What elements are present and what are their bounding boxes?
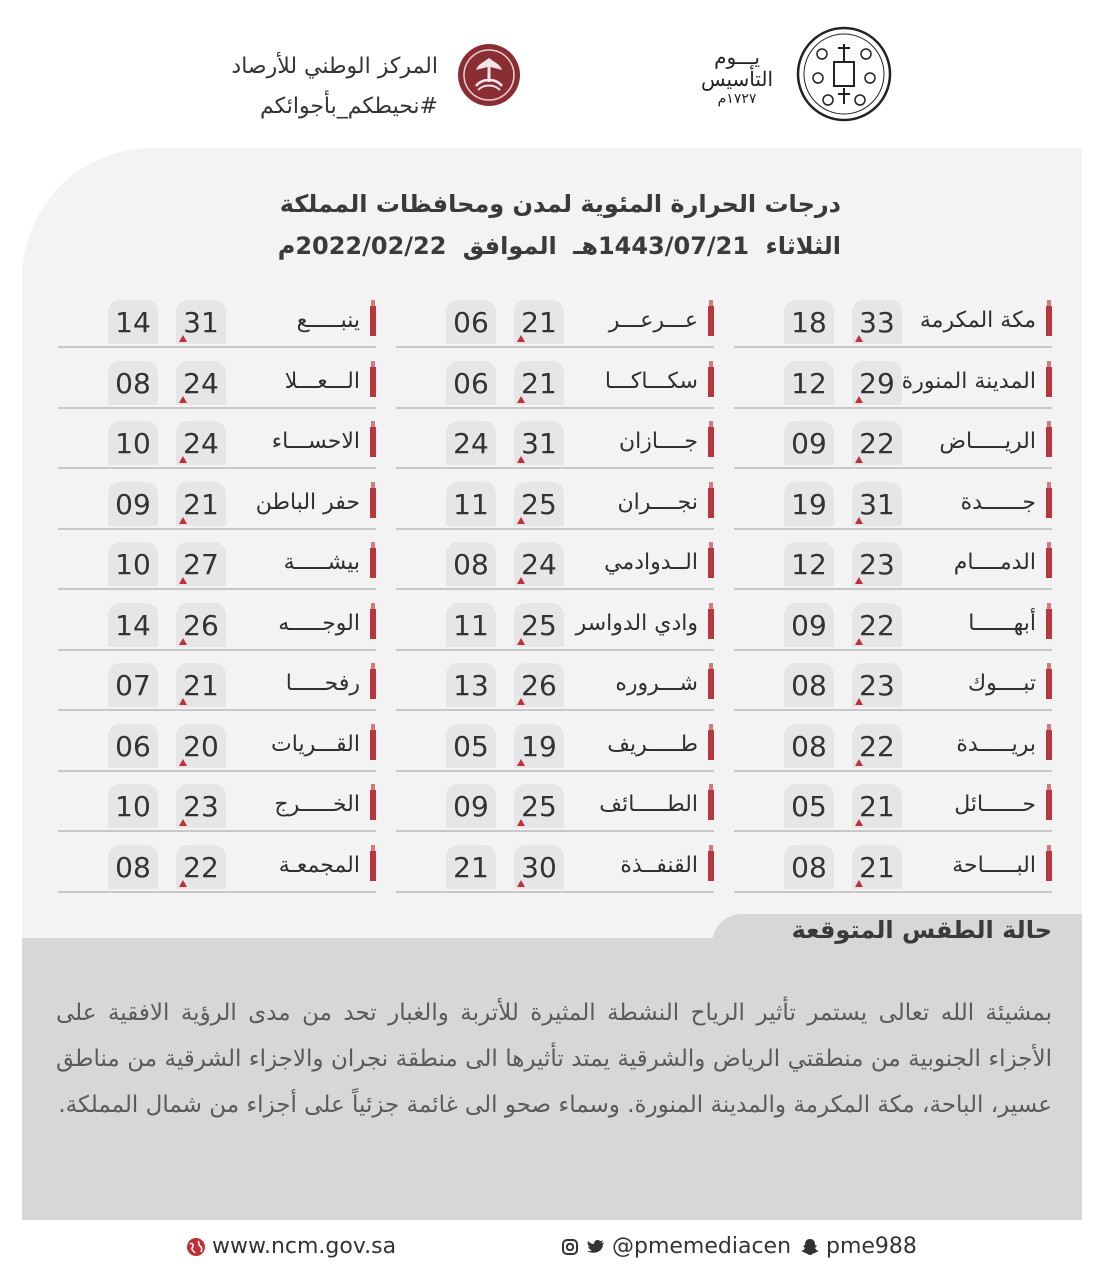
max-temp-value: 26 bbox=[521, 669, 557, 702]
max-temp-box bbox=[852, 845, 902, 889]
max-temp-value: 29 bbox=[859, 366, 895, 400]
max-temp-box bbox=[514, 361, 564, 405]
min-temp-box bbox=[446, 421, 496, 465]
max-temp-value: 30 bbox=[521, 850, 557, 884]
row-marker bbox=[708, 730, 714, 760]
max-temp-box bbox=[176, 603, 226, 647]
max-temp-value: 24 bbox=[521, 548, 557, 581]
city-name: وادي الدواسر bbox=[575, 610, 698, 636]
min-temp-value: 24 bbox=[453, 427, 489, 460]
max-temp-value: 33 bbox=[859, 306, 895, 339]
city-name: الـــعـــلا bbox=[284, 368, 360, 394]
min-temp-box bbox=[784, 663, 834, 707]
temperature-table bbox=[52, 298, 1052, 898]
city-row bbox=[396, 661, 714, 711]
max-temp-box bbox=[176, 542, 226, 586]
founding-day-emblem bbox=[690, 20, 900, 130]
row-marker bbox=[370, 367, 376, 397]
max-temp-value: 21 bbox=[859, 790, 895, 823]
up-arrow-icon bbox=[517, 819, 525, 826]
max-temp-value: 31 bbox=[859, 487, 895, 521]
city-name: تبــــوك bbox=[967, 671, 1036, 696]
max-temp-box bbox=[852, 603, 902, 647]
city-row bbox=[396, 419, 714, 469]
max-temp-value: 27 bbox=[183, 548, 219, 581]
min-temp-box bbox=[446, 663, 496, 707]
max-temp-box bbox=[176, 361, 226, 405]
max-temp-box bbox=[514, 542, 564, 586]
up-arrow-icon bbox=[855, 880, 863, 887]
max-temp-box bbox=[514, 784, 564, 828]
max-temp-box bbox=[176, 724, 226, 768]
social-handle-text[interactable]: @pmemediacen bbox=[612, 1234, 792, 1259]
row-marker bbox=[370, 427, 376, 457]
row-marker bbox=[708, 790, 714, 820]
city-name: أبهــــــا bbox=[968, 610, 1036, 636]
max-temp-value: 21 bbox=[183, 669, 219, 702]
row-marker bbox=[370, 790, 376, 820]
row-marker bbox=[708, 548, 714, 578]
max-temp-value: 23 bbox=[859, 548, 895, 581]
max-temp-box bbox=[176, 300, 226, 344]
min-temp-box bbox=[784, 300, 834, 344]
day-name: الثلاثاء bbox=[765, 232, 841, 260]
up-arrow-icon bbox=[179, 396, 187, 403]
min-temp-value: 08 bbox=[115, 366, 151, 400]
min-temp-box bbox=[446, 482, 496, 526]
up-arrow-icon bbox=[855, 335, 863, 342]
city-row bbox=[734, 843, 1052, 893]
row-marker bbox=[708, 488, 714, 518]
row-marker bbox=[370, 730, 376, 760]
page-title: درجات الحرارة المئوية لمدن ومحافظات المملكة bbox=[279, 190, 841, 218]
city-row bbox=[58, 540, 376, 590]
city-row bbox=[734, 540, 1052, 590]
min-temp-value: 07 bbox=[115, 669, 151, 702]
row-marker bbox=[708, 367, 714, 397]
up-arrow-icon bbox=[855, 698, 863, 705]
max-temp-value: 24 bbox=[183, 366, 219, 400]
founding-line-1: يـــوم bbox=[714, 45, 760, 69]
city-row bbox=[58, 601, 376, 651]
min-temp-value: 05 bbox=[453, 729, 489, 763]
row-marker bbox=[370, 851, 376, 881]
up-arrow-icon bbox=[179, 577, 187, 584]
max-temp-box bbox=[852, 542, 902, 586]
min-temp-value: 10 bbox=[115, 790, 151, 823]
up-arrow-icon bbox=[179, 819, 187, 826]
city-row bbox=[58, 419, 376, 469]
min-temp-value: 09 bbox=[453, 790, 489, 823]
up-arrow-icon bbox=[179, 759, 187, 766]
founding-day-text bbox=[690, 46, 784, 108]
min-temp-box bbox=[108, 482, 158, 526]
min-temp-box bbox=[446, 300, 496, 344]
max-temp-value: 25 bbox=[521, 487, 557, 521]
founding-seal-icon bbox=[794, 24, 894, 124]
website-url[interactable]: www.ncm.gov.sa bbox=[212, 1234, 397, 1259]
city-name: الطـــــائف bbox=[599, 792, 698, 817]
up-arrow-icon bbox=[517, 577, 525, 584]
up-arrow-icon bbox=[179, 335, 187, 342]
max-temp-box bbox=[852, 361, 902, 405]
row-marker bbox=[370, 306, 376, 336]
up-arrow-icon bbox=[517, 396, 525, 403]
snapchat-icon bbox=[800, 1237, 820, 1257]
max-temp-value: 22 bbox=[859, 427, 895, 460]
min-temp-value: 08 bbox=[791, 850, 827, 884]
social-handle[interactable] bbox=[560, 1234, 791, 1259]
org-hashtag: #نحيطكم_بأجوائكم bbox=[259, 94, 438, 119]
city-name: القنفــذة bbox=[620, 852, 698, 878]
min-temp-value: 06 bbox=[115, 729, 151, 763]
min-temp-box bbox=[784, 542, 834, 586]
up-arrow-icon bbox=[517, 638, 525, 645]
up-arrow-icon bbox=[179, 880, 187, 887]
city-row bbox=[734, 661, 1052, 711]
org-name: المركز الوطني للأرصاد bbox=[231, 54, 438, 79]
city-name: ينبـــــع bbox=[296, 308, 360, 333]
min-temp-box bbox=[446, 784, 496, 828]
city-name: المجمعـة bbox=[278, 852, 360, 878]
city-name: نجــــران bbox=[617, 489, 698, 515]
min-temp-value: 19 bbox=[791, 487, 827, 521]
city-row bbox=[734, 419, 1052, 469]
snapchat-handle-text[interactable]: pme988 bbox=[826, 1234, 917, 1259]
forecast-text: بمشيئة الله تعالى يستمر تأثير الرياح النشطة المثيرة للأتربة والغبار تحد من مدى الرؤية الافقية على الأجزاء الجنوبية من منطقتي الرياض والشرقية يمتد تأثيرها الى منطقة نجران والاجزاء الشرقية من مناطق عسير، الباحة، مكة المكرمة والمدينة المنورة. وسماء صحو الى غائمة جزئياً على أجزاء من شمال المملكة. bbox=[56, 1000, 1052, 1118]
min-temp-value: 12 bbox=[791, 548, 827, 581]
city-row bbox=[396, 359, 714, 409]
city-name: شـــروره bbox=[615, 671, 698, 696]
row-marker bbox=[1046, 306, 1052, 336]
up-arrow-icon bbox=[855, 517, 863, 524]
agreeing-label: الموافق bbox=[462, 232, 557, 260]
row-marker bbox=[370, 548, 376, 578]
city-name: طـــــريف bbox=[607, 731, 698, 757]
city-row bbox=[734, 298, 1052, 348]
city-name: البـــــاحة bbox=[952, 852, 1036, 878]
max-temp-value: 25 bbox=[521, 608, 557, 642]
min-temp-box bbox=[446, 542, 496, 586]
min-temp-value: 11 bbox=[453, 487, 489, 521]
min-temp-value: 05 bbox=[791, 790, 827, 823]
city-name: الدمــــام bbox=[953, 550, 1036, 575]
row-marker bbox=[1046, 609, 1052, 639]
city-name: الاحســـاء bbox=[271, 429, 360, 454]
max-temp-value: 26 bbox=[183, 608, 219, 642]
up-arrow-icon bbox=[855, 396, 863, 403]
up-arrow-icon bbox=[517, 698, 525, 705]
row-marker bbox=[1046, 851, 1052, 881]
city-row bbox=[58, 359, 376, 409]
max-temp-box bbox=[176, 663, 226, 707]
max-temp-box bbox=[852, 784, 902, 828]
min-temp-box bbox=[784, 361, 834, 405]
max-temp-value: 21 bbox=[521, 366, 557, 400]
city-row bbox=[396, 480, 714, 530]
city-row bbox=[734, 480, 1052, 530]
max-temp-value: 25 bbox=[521, 790, 557, 823]
min-temp-box bbox=[108, 542, 158, 586]
max-temp-box bbox=[852, 421, 902, 465]
min-temp-box bbox=[108, 845, 158, 889]
row-marker bbox=[1046, 488, 1052, 518]
up-arrow-icon bbox=[517, 517, 525, 524]
max-temp-box bbox=[176, 784, 226, 828]
max-temp-value: 24 bbox=[183, 427, 219, 460]
up-arrow-icon bbox=[179, 517, 187, 524]
min-temp-value: 10 bbox=[115, 427, 151, 460]
city-name: سكـــاكـــا bbox=[604, 368, 698, 394]
max-temp-value: 31 bbox=[521, 427, 557, 460]
min-temp-value: 11 bbox=[453, 608, 489, 642]
hijri-date: 1443/07/21هـ bbox=[573, 232, 750, 260]
max-temp-value: 20 bbox=[183, 729, 219, 763]
up-arrow-icon bbox=[179, 698, 187, 705]
min-temp-value: 06 bbox=[453, 306, 489, 339]
city-row bbox=[58, 298, 376, 348]
min-temp-value: 18 bbox=[791, 306, 827, 339]
min-temp-value: 14 bbox=[115, 306, 151, 339]
up-arrow-icon bbox=[179, 638, 187, 645]
forecast-panel bbox=[22, 916, 1082, 1220]
city-name: جــــــدة bbox=[960, 489, 1036, 515]
max-temp-box bbox=[514, 724, 564, 768]
min-temp-box bbox=[784, 724, 834, 768]
max-temp-value: 21 bbox=[521, 306, 557, 339]
min-temp-value: 06 bbox=[453, 366, 489, 400]
founding-line-3: ١٧٢٧م bbox=[717, 91, 757, 107]
min-temp-box bbox=[446, 845, 496, 889]
row-marker bbox=[1046, 790, 1052, 820]
city-row bbox=[58, 661, 376, 711]
row-marker bbox=[1046, 427, 1052, 457]
min-temp-box bbox=[108, 421, 158, 465]
up-arrow-icon bbox=[517, 335, 525, 342]
min-temp-box bbox=[784, 603, 834, 647]
city-row bbox=[734, 359, 1052, 409]
max-temp-box bbox=[514, 482, 564, 526]
city-row bbox=[396, 722, 714, 772]
instagram-icon bbox=[560, 1237, 580, 1257]
min-temp-value: 14 bbox=[115, 608, 151, 642]
min-temp-value: 09 bbox=[791, 608, 827, 642]
website-link[interactable] bbox=[186, 1234, 396, 1259]
date-line bbox=[270, 232, 841, 260]
up-arrow-icon bbox=[179, 456, 187, 463]
city-row bbox=[396, 298, 714, 348]
up-arrow-icon bbox=[855, 577, 863, 584]
max-temp-value: 21 bbox=[859, 850, 895, 884]
ncm-logo-icon bbox=[458, 44, 520, 106]
org-header bbox=[190, 40, 520, 130]
city-name: الخـــــرج bbox=[274, 792, 360, 817]
city-row bbox=[396, 782, 714, 832]
city-row bbox=[58, 843, 376, 893]
city-name: الريـــــاض bbox=[939, 429, 1036, 454]
city-name: مكة المكرمة bbox=[919, 308, 1036, 333]
city-row bbox=[734, 601, 1052, 651]
city-row bbox=[396, 540, 714, 590]
max-temp-value: 21 bbox=[183, 487, 219, 521]
row-marker bbox=[1046, 367, 1052, 397]
min-temp-value: 08 bbox=[115, 850, 151, 884]
city-row bbox=[58, 480, 376, 530]
city-name: الــدوادمي bbox=[604, 550, 698, 575]
row-marker bbox=[370, 609, 376, 639]
snapchat-handle[interactable] bbox=[800, 1234, 917, 1259]
max-temp-box bbox=[852, 482, 902, 526]
city-name: المدينة المنورة bbox=[901, 368, 1036, 394]
city-row bbox=[58, 722, 376, 772]
row-marker bbox=[708, 851, 714, 881]
min-temp-value: 08 bbox=[791, 729, 827, 763]
max-temp-box bbox=[514, 845, 564, 889]
max-temp-value: 22 bbox=[859, 608, 895, 642]
max-temp-box bbox=[852, 724, 902, 768]
min-temp-box bbox=[784, 845, 834, 889]
min-temp-box bbox=[784, 784, 834, 828]
up-arrow-icon bbox=[855, 456, 863, 463]
twitter-icon bbox=[586, 1237, 606, 1257]
up-arrow-icon bbox=[517, 759, 525, 766]
min-temp-box bbox=[446, 603, 496, 647]
city-row bbox=[396, 601, 714, 651]
city-name: حــــــائل bbox=[954, 792, 1036, 817]
min-temp-value: 12 bbox=[791, 366, 827, 400]
max-temp-value: 22 bbox=[859, 729, 895, 763]
min-temp-box bbox=[108, 361, 158, 405]
up-arrow-icon bbox=[517, 880, 525, 887]
min-temp-box bbox=[108, 784, 158, 828]
min-temp-value: 13 bbox=[453, 669, 489, 702]
footer bbox=[0, 1220, 1103, 1280]
city-name: رفحـــــا bbox=[285, 671, 360, 696]
min-temp-value: 10 bbox=[115, 548, 151, 581]
max-temp-box bbox=[176, 482, 226, 526]
forecast-title: حالة الطقس المتوقعة bbox=[791, 916, 1052, 944]
min-temp-box bbox=[108, 300, 158, 344]
founding-line-2: التأسيس bbox=[700, 67, 774, 91]
city-name: حفر الباطن bbox=[255, 489, 360, 515]
min-temp-box bbox=[784, 421, 834, 465]
min-temp-value: 21 bbox=[453, 850, 489, 884]
city-name: جــــازان bbox=[619, 429, 698, 454]
row-marker bbox=[1046, 730, 1052, 760]
forecast-title-tab bbox=[712, 914, 1082, 962]
max-temp-value: 31 bbox=[183, 306, 219, 339]
city-row bbox=[734, 722, 1052, 772]
up-arrow-icon bbox=[855, 759, 863, 766]
up-arrow-icon bbox=[855, 638, 863, 645]
city-name: بريـــــدة bbox=[956, 731, 1036, 757]
max-temp-box bbox=[514, 663, 564, 707]
min-temp-box bbox=[108, 603, 158, 647]
min-temp-box bbox=[108, 724, 158, 768]
row-marker bbox=[708, 609, 714, 639]
city-name: بيشـــــة bbox=[283, 550, 360, 575]
max-temp-box bbox=[852, 663, 902, 707]
city-row bbox=[396, 843, 714, 893]
row-marker bbox=[370, 669, 376, 699]
min-temp-box bbox=[446, 361, 496, 405]
row-marker bbox=[708, 306, 714, 336]
city-row bbox=[58, 782, 376, 832]
max-temp-box bbox=[514, 421, 564, 465]
max-temp-value: 22 bbox=[183, 850, 219, 884]
max-temp-box bbox=[176, 845, 226, 889]
max-temp-box bbox=[514, 603, 564, 647]
globe-icon bbox=[186, 1237, 206, 1257]
row-marker bbox=[708, 427, 714, 457]
max-temp-box bbox=[852, 300, 902, 344]
max-temp-value: 23 bbox=[859, 669, 895, 702]
up-arrow-icon bbox=[517, 456, 525, 463]
min-temp-box bbox=[446, 724, 496, 768]
row-marker bbox=[1046, 669, 1052, 699]
min-temp-value: 09 bbox=[115, 487, 151, 521]
min-temp-box bbox=[108, 663, 158, 707]
city-name: القـــريات bbox=[271, 731, 360, 757]
max-temp-box bbox=[176, 421, 226, 465]
max-temp-box bbox=[514, 300, 564, 344]
city-name: عـــرعـــر bbox=[608, 308, 698, 333]
gregorian-date: 2022/02/22م bbox=[277, 232, 447, 260]
min-temp-value: 09 bbox=[791, 427, 827, 460]
max-temp-value: 23 bbox=[183, 790, 219, 823]
city-row bbox=[734, 782, 1052, 832]
city-name: الوجـــــه bbox=[278, 610, 360, 636]
row-marker bbox=[1046, 548, 1052, 578]
row-marker bbox=[370, 488, 376, 518]
min-temp-value: 08 bbox=[791, 669, 827, 702]
min-temp-value: 08 bbox=[453, 548, 489, 581]
max-temp-value: 19 bbox=[521, 729, 557, 763]
min-temp-box bbox=[784, 482, 834, 526]
row-marker bbox=[708, 669, 714, 699]
up-arrow-icon bbox=[855, 819, 863, 826]
